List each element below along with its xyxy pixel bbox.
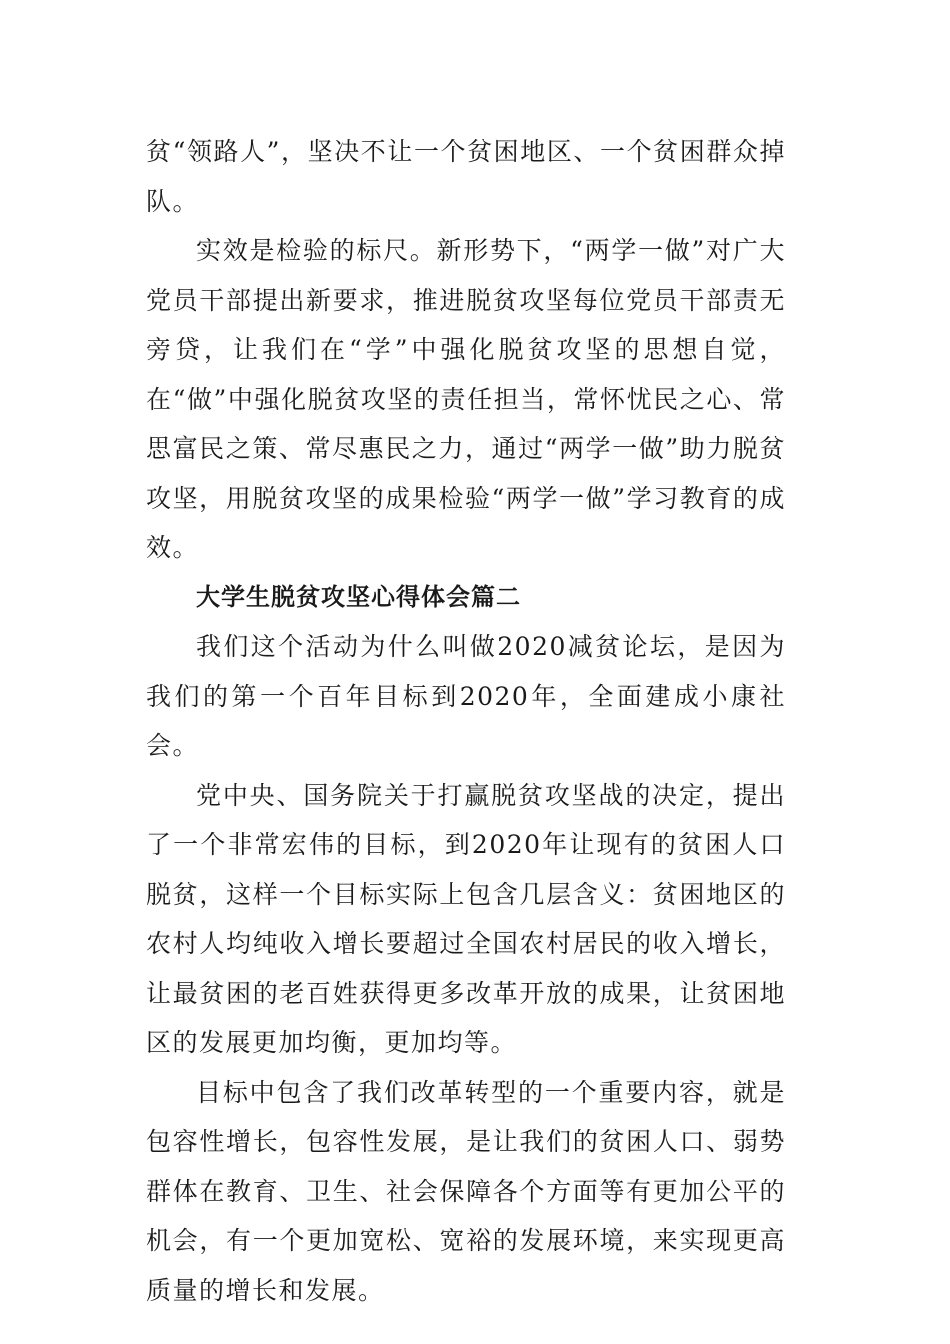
section-heading: 大学生脱贫攻坚心得体会篇二 [196,582,521,611]
paragraph-inclusive-growth: 目标中包含了我们改革转型的一个重要内容，就是包容性增长，包容性发展，是让我们的贫困人口、弱势群体在教育、卫生、社会保障各个方面等有更加公平的机会，有一个更加宽松、宽裕的发展环境，来实现更高质量的增长和发展。 [146,1077,786,1305]
paragraph-continuation: 贫“领路人”，坚决不让一个贫困地区、一个贫困群众掉队。 [146,137,786,216]
paragraph-forum-name: 我们这个活动为什么叫做2020减贫论坛，是因为我们的第一个百年目标到2020年，全面建成小康社会。 [146,632,786,760]
paragraph-central-decision: 党中央、国务院关于打赢脱贫攻坚战的决定，提出了一个非常宏伟的目标，到2020年让现有的贫困人口脱贫，这样一个目标实际上包含几层含义：贫困地区的农村人均纯收入增长要超过全国农村居民的收入增长，让最贫困的老百姓获得更多改革开放的成果，让贫困地区的发展更加均衡，更加均等。 [146,780,786,1057]
paragraph-effectiveness: 实效是检验的标尺。新形势下，“两学一做”对广大党员干部提出新要求，推进脱贫攻坚每位党员干部责无旁贷，让我们在“学”中强化脱贫攻坚的思想自觉，在“做”中强化脱贫攻坚的责任担当，常怀忧民之心、常思富民之策、常尽惠民之力，通过“两学一做”助力脱贫攻坚，用脱贫攻坚的成果检验“两学一做”学习教育的成效。 [146,236,786,562]
document-body [146,127,786,1315]
